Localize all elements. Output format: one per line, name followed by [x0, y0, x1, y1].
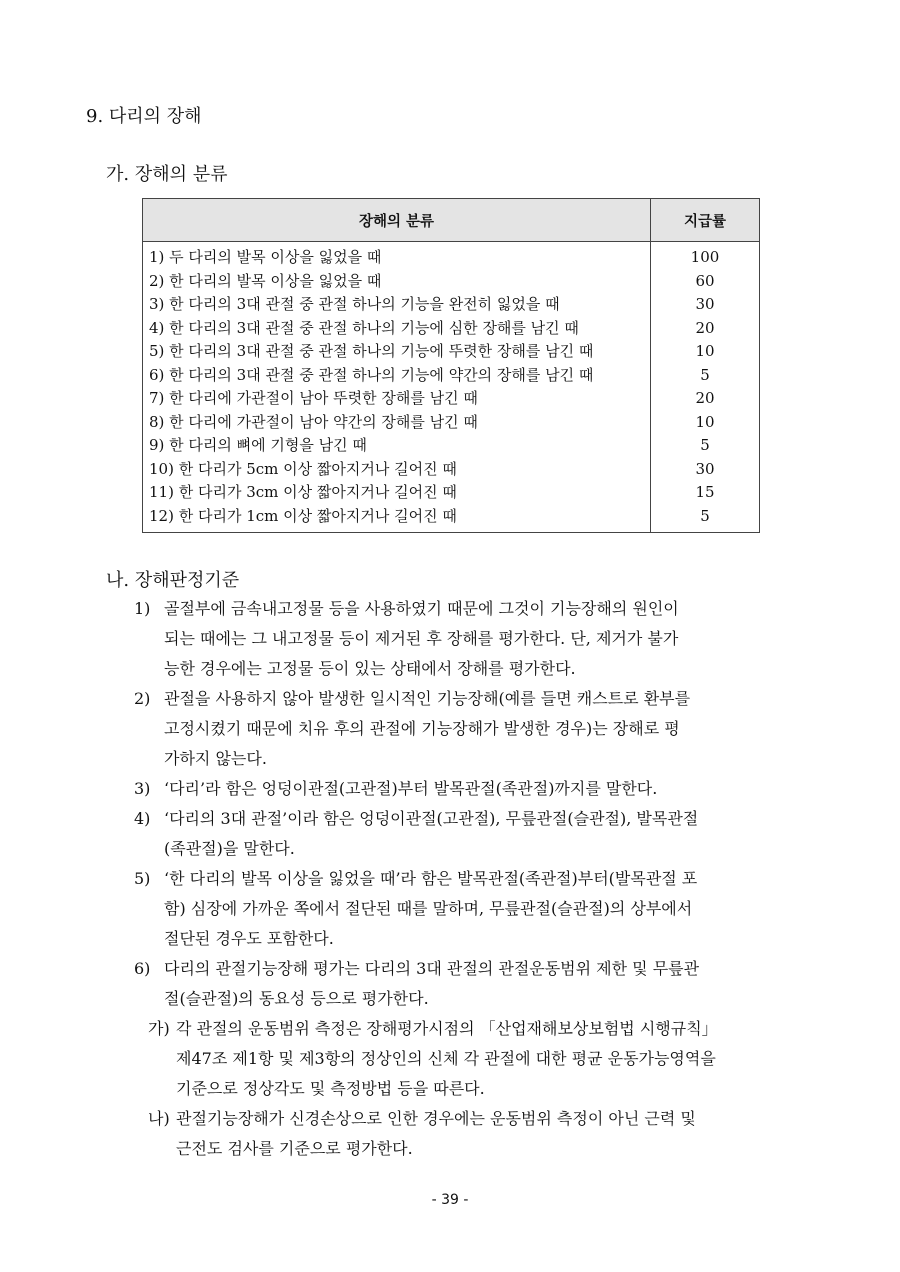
classification-item: 5) 한 다리의 3대 관절 중 관절 하나의 기능에 뚜렷한 장해를 남긴 때 — [149, 342, 594, 360]
page-number: - 39 - — [431, 1192, 469, 1208]
payment-rate-value: 10 — [695, 342, 715, 360]
item-text — [134, 864, 818, 954]
classification-column — [143, 242, 651, 533]
criterion-item — [134, 804, 818, 864]
classification-item: 2) 한 다리의 발목 이상을 잃었을 때 — [149, 271, 382, 290]
payment-rate-value: 20 — [695, 389, 715, 407]
classification-item: 12) 한 다리가 1cm 이상 짧아지거나 길어진 때 — [149, 506, 457, 525]
item-text — [134, 594, 818, 684]
text-line: 근전도 검사를 기준으로 평가한다. — [176, 1139, 413, 1158]
text-line: 함) 심장에 가까운 쪽에서 절단된 때를 말하며, 무릎관절(슬관절)의 상부에서 — [164, 899, 693, 918]
item-text — [148, 1014, 818, 1104]
item-number: 4) — [134, 809, 151, 828]
criterion-item — [134, 684, 818, 774]
text-line: 관절기능장해가 신경손상으로 인한 경우에는 운동범위 측정이 아닌 근력 및 — [176, 1109, 696, 1128]
text-line: 기준으로 정상각도 및 측정방법 등을 따른다. — [176, 1079, 485, 1098]
text-line: ‘다리’라 함은 엉덩이관절(고관절)부터 발목관절(족관절)까지를 말한다. — [164, 779, 658, 798]
item-text — [134, 774, 818, 804]
disability-rate-table — [142, 198, 760, 533]
payment-rate-value: 15 — [695, 483, 715, 501]
criteria-list — [134, 594, 818, 1164]
criterion-item — [134, 594, 818, 684]
classification-item: 8) 한 다리에 가관절이 남아 약간의 장해를 남긴 때 — [149, 412, 478, 431]
item-text — [134, 804, 818, 864]
item-number: 3) — [134, 779, 151, 798]
text-line: ‘다리의 3대 관절’이라 함은 엉덩이관절(고관절), 무릎관절(슬관절), 발목관절 — [164, 809, 699, 828]
criterion-item — [134, 774, 818, 804]
text-line: (족관절)을 말한다. — [164, 839, 295, 858]
criterion-item — [134, 954, 818, 1014]
text-line: 제47조 제1항 및 제3항의 정상인의 신체 각 관절에 대한 평균 운동가능영역을 — [176, 1049, 716, 1068]
classification-item: 3) 한 다리의 3대 관절 중 관절 하나의 기능을 완전히 잃었을 때 — [149, 295, 560, 313]
payment-rate-value: 5 — [700, 436, 710, 454]
subsection-title-criteria: 나. 장해판정기준 — [106, 570, 240, 591]
text-line: 골절부에 금속내고정물 등을 사용하였기 때문에 그것이 기능장해의 원인이 — [164, 599, 679, 618]
item-text — [134, 684, 818, 774]
criterion-item — [134, 864, 818, 954]
text-line: 각 관절의 운동범위 측정은 장해평가시점의 「산업재해보상보험법 시행규칙」 — [176, 1019, 718, 1038]
payment-rate-column — [651, 242, 760, 533]
item-text — [148, 1104, 818, 1164]
text-line: 되는 때에는 그 내고정물 등이 제거된 후 장해를 평가한다. 단, 제거가 불가 — [164, 629, 679, 648]
item-text — [134, 954, 818, 1014]
table-header-row — [143, 199, 760, 242]
text-line: 가하지 않는다. — [164, 749, 267, 768]
text-line: 관절을 사용하지 않아 발생한 일시적인 기능장해(예를 들면 캐스트로 환부를 — [164, 689, 691, 708]
payment-rate-value: 30 — [695, 295, 715, 313]
header-payment-rate: 지급률 — [651, 199, 760, 242]
text-line: 고정시켰기 때문에 치유 후의 관절에 기능장해가 발생한 경우)는 장해로 평 — [164, 719, 680, 738]
classification-item: 10) 한 다리가 5cm 이상 짧아지거나 길어진 때 — [149, 459, 457, 478]
payment-rate-value: 30 — [695, 459, 715, 478]
classification-item: 9) 한 다리의 뼈에 기형을 남긴 때 — [149, 436, 367, 454]
payment-rate-value: 5 — [700, 506, 710, 525]
classification-item: 11) 한 다리가 3cm 이상 짧아지거나 길어진 때 — [149, 483, 457, 501]
sub-criterion-item — [148, 1014, 818, 1104]
item-number: 2) — [134, 689, 151, 708]
item-number: 가) — [148, 1019, 170, 1038]
item-number: 6) — [134, 959, 151, 978]
classification-item: 7) 한 다리에 가관절이 남아 뚜렷한 장해를 남긴 때 — [149, 389, 478, 407]
item-number: 1) — [134, 599, 151, 618]
payment-rate-value: 10 — [695, 412, 715, 431]
text-line: 다리의 관절기능장해 평가는 다리의 3대 관절의 관절운동범위 제한 및 무릎관 — [164, 959, 700, 978]
sub-criterion-item — [148, 1104, 818, 1164]
payment-rate-value: 60 — [695, 271, 715, 290]
text-line: 절(슬관절)의 동요성 등으로 평가한다. — [164, 989, 429, 1008]
header-classification: 장해의 분류 — [143, 199, 651, 242]
item-number: 5) — [134, 869, 151, 888]
text-line: ‘한 다리의 발목 이상을 잃었을 때’라 함은 발목관절(족관절)부터(발목관절 포 — [164, 869, 698, 888]
subsection-title-classification: 가. 장해의 분류 — [106, 164, 228, 185]
table-body-row — [143, 242, 760, 533]
section-title: 9. 다리의 장해 — [86, 106, 202, 127]
payment-rate-value: 5 — [700, 365, 710, 384]
item-number: 나) — [148, 1109, 170, 1128]
text-line: 능한 경우에는 고정물 등이 있는 상태에서 장해를 평가한다. — [164, 659, 576, 678]
payment-rate-value: 100 — [690, 248, 720, 266]
payment-rate-value: 20 — [695, 318, 715, 337]
classification-item: 4) 한 다리의 3대 관절 중 관절 하나의 기능에 심한 장해를 남긴 때 — [149, 318, 579, 337]
text-line: 절단된 경우도 포함한다. — [164, 929, 334, 948]
classification-item: 6) 한 다리의 3대 관절 중 관절 하나의 기능에 약간의 장해를 남긴 때 — [149, 365, 594, 384]
classification-item: 1) 두 다리의 발목 이상을 잃었을 때 — [149, 248, 382, 266]
